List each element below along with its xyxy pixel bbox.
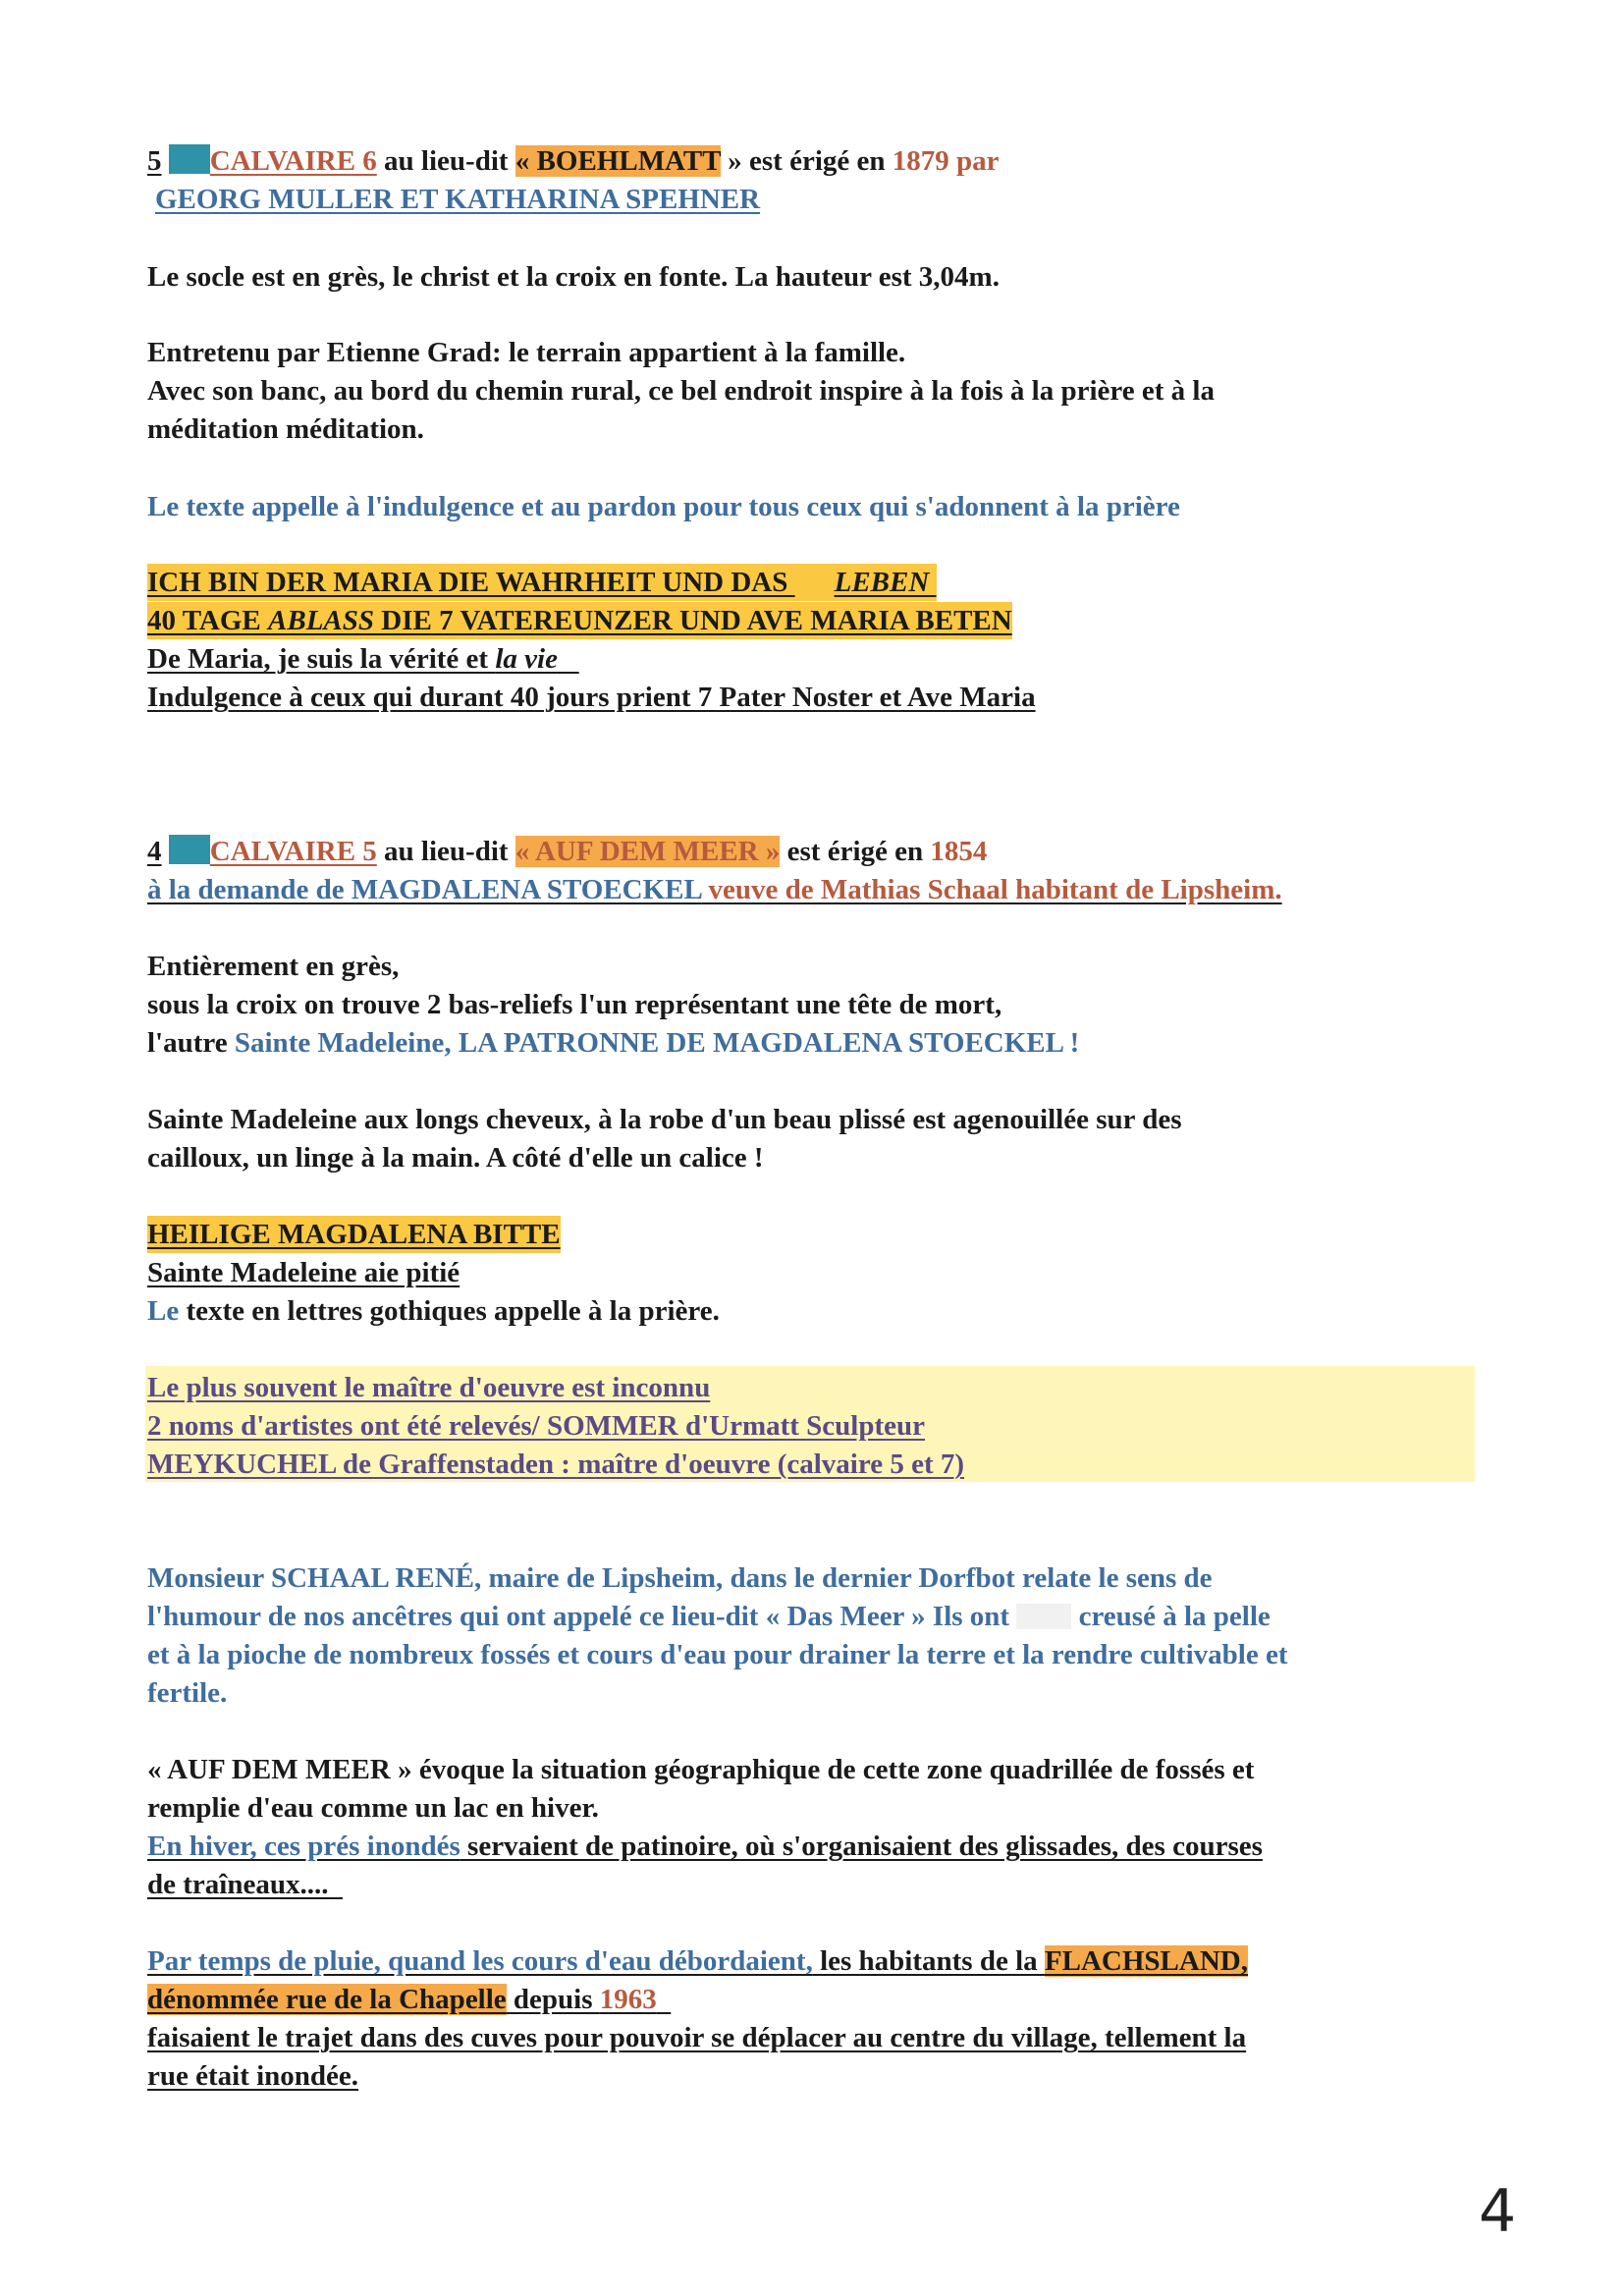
german-inscription-1: ICH BIN DER MARIA DIE WAHRHEIT UND DAS LEBEN: [147, 564, 937, 601]
maitre-line-1: Le plus souvent le maître d'oeuvre est inconnu: [147, 1372, 711, 1403]
trajet-line-2: rue était inondée.: [147, 2060, 359, 2092]
heilige-inscription: HEILIGE MAGDALENA BITTE: [147, 1216, 561, 1253]
pitie-translation: Sainte Madeleine aie pitié: [147, 1257, 460, 1288]
marker-box: [169, 835, 210, 864]
autre-line: l'autre Sainte Madeleine, LA PATRONNE DE MAGDALENA STOECKEL !: [147, 1027, 1080, 1059]
madeleine-line-2: cailloux, un linge à la main. A côté d'elle un calice !: [147, 1142, 764, 1174]
calvaire-title: CALVAIRE 6: [209, 145, 377, 177]
banc-line-1: Avec son banc, au bord du chemin rural, ce bel endroit inspire à la fois à la prière et à la: [147, 375, 1215, 407]
schaal-line-3: et à la pioche de nombreux fossés et cours d'eau pour drainer la terre et la rendre cultivable et: [147, 1639, 1288, 1670]
pluie-line: Par temps de pluie, quand les cours d'eau débordaient, les habitants de la FLACHSLAND,: [147, 1945, 1248, 1977]
schaal-line-1: Monsieur SCHAAL RENÉ, maire de Lipsheim, dans le dernier Dorfbot relate le sens de: [147, 1562, 1213, 1594]
calvaire-6-heading: 5 CALVAIRE 6 au lieu-dit « BOEHLMATT » est érigé en 1879 par: [147, 145, 1000, 177]
maitre-line-3: MEYKUCHEL de Graffenstaden : maître d'oeuvre (calvaire 5 et 7): [147, 1449, 965, 1480]
french-translation-1: De Maria, je suis la vérité et la vie: [147, 643, 558, 675]
hiver-line-1: En hiver, ces prés inondés servaient de patinoire, où s'organisaient des glissades, des courses: [147, 1831, 1263, 1862]
trajet-line-1: faisaient le trajet dans des cuves pour pouvoir se déplacer au centre du village, tellement la: [147, 2022, 1247, 2053]
meer-line-1: « AUF DEM MEER » évoque la situation géographique de cette zone quadrillée de fossés et: [147, 1754, 1255, 1785]
calvaire-5-heading: 4 CALVAIRE 5 au lieu-dit « AUF DEM MEER » est érigé en 1854: [147, 836, 988, 867]
bas-reliefs-line: sous la croix on trouve 2 bas-reliefs l'un représentant une tête de mort,: [147, 989, 1002, 1020]
maitre-line-2: 2 noms d'artistes ont été relevés/ SOMMER d'Urmatt Sculpteur: [147, 1410, 926, 1442]
indulgence-text: Le texte appelle à l'indulgence et au pardon pour tous ceux qui s'adonnent à la prière: [147, 491, 1180, 522]
builders-line: GEORG MULLER ET KATHARINA SPEHNER: [155, 184, 761, 215]
calvaire-title: CALVAIRE 5: [209, 836, 377, 867]
schaal-line-4: fertile.: [147, 1677, 228, 1709]
page-number: 4: [1479, 2177, 1517, 2246]
banc-line-2: méditation méditation.: [147, 413, 424, 445]
hiver-line-2: de traîneaux....: [147, 1869, 329, 1900]
schaal-line-2: l'humour de nos ancêtres qui ont appelé ce lieu-dit « Das Meer » Ils ont creusé à la pelle: [147, 1601, 1271, 1632]
year: 1879 par: [892, 145, 1000, 177]
rue-line: dénommée rue de la Chapelle depuis 1963: [147, 1984, 657, 2015]
madeleine-line-1: Sainte Madeleine aux longs cheveux, à la robe d'un beau plissé est agenouillée sur des: [147, 1104, 1182, 1135]
year: 1854: [930, 836, 988, 867]
socle-line: Le socle est en grès, le christ et la croix en fonte. La hauteur est 3,04m.: [147, 261, 1000, 293]
place-name: « AUF DEM MEER »: [514, 836, 781, 867]
meer-line-2: remplie d'eau comme un lac en hiver.: [147, 1792, 599, 1824]
gothique-line: Le texte en lettres gothiques appelle à la prière.: [147, 1295, 720, 1327]
place-name: « BOEHLMATT: [514, 145, 722, 177]
item-number: 5: [147, 145, 162, 177]
entretenu-line: Entretenu par Etienne Grad: le terrain appartient à la famille.: [147, 337, 906, 368]
marker-box: [169, 144, 210, 174]
scan-smudge: [1016, 1604, 1071, 1629]
entierement-line: Entièrement en grès,: [147, 951, 400, 982]
french-translation-2: Indulgence à ceux qui durant 40 jours prient 7 Pater Noster et Ave Maria: [147, 682, 1036, 713]
demande-line: à la demande de MAGDALENA STOECKEL veuve de Mathias Schaal habitant de Lipsheim.: [147, 874, 1282, 905]
german-inscription-2: 40 TAGE ABLASS DIE 7 VATEREUNZER UND AVE MARIA BETEN: [147, 602, 1012, 639]
item-number: 4: [147, 836, 162, 867]
